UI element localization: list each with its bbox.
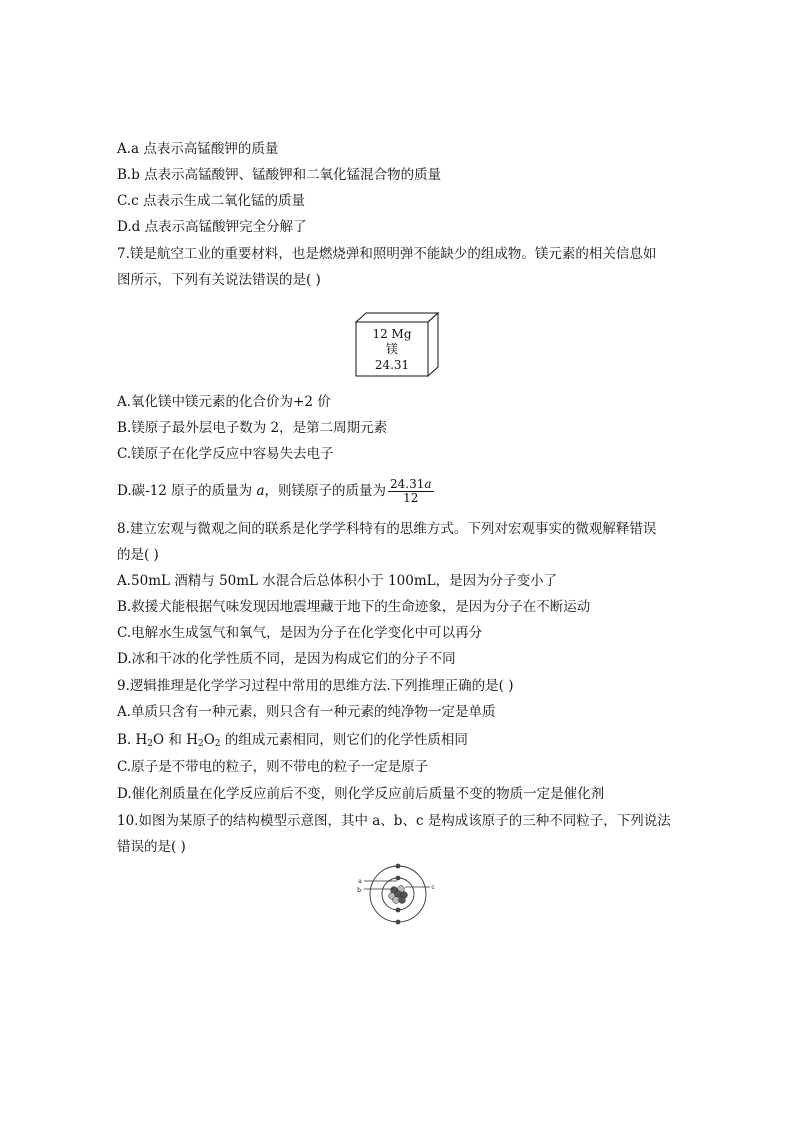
- formula-water: $H_2O$: [135, 732, 165, 749]
- q9-stem: 9.逻辑推理是化学学习过程中常用的思维方法.下列推理正确的是( ): [117, 678, 514, 694]
- electron: [396, 920, 401, 925]
- q7-option-d-mid: ，则镁原子的质量为: [264, 483, 387, 499]
- q8-option-d: D.冰和干冰的化学性质不同，是因为构成它们的分子不同: [117, 651, 456, 667]
- q8-option-c: C.电解水生成氢气和氧气，是因为分子在化学变化中可以再分: [117, 625, 483, 641]
- q6-option-b: B.b 点表示高锰酸钾、锰酸钾和二氧化锰混合物的质量: [117, 167, 442, 183]
- q9-option-c: C.原子是不带电的粒子，则不带电的粒子一定是原子: [117, 759, 429, 775]
- label-c: c: [431, 884, 435, 891]
- q10-stem-line1: 10.如图为某原子的结构模型示意图，其中 a、b、c 是构成该原子的三种不同粒子，下列说法: [117, 813, 671, 829]
- q7-option-c: C.镁原子在化学反应中容易失去电子: [117, 446, 334, 462]
- electron: [396, 908, 401, 913]
- electron: [396, 864, 401, 869]
- q9-option-d: D.催化剂质量在化学反应前后不变，则化学反应前后质量不变的物质一定是催化剂: [117, 786, 605, 802]
- label-a: a: [358, 878, 362, 885]
- q7-option-d: [117, 478, 677, 505]
- formula-hydrogen-peroxide: $H_2O_2$: [186, 732, 221, 749]
- label-b: b: [357, 887, 361, 894]
- q9-option-b: B. $H_2O$ 和 $H_2O_2$ 的组成元素相同，则它们的化学性质相同: [117, 732, 468, 749]
- nucleus: [389, 886, 408, 904]
- q8-option-a: A.50mL 酒精与 50mL 水混合后总体积小于 100mL，是因为分子变小了: [117, 573, 558, 589]
- q7-stem-line2: 图所示，下列有关说法错误的是( ): [117, 272, 321, 288]
- q7-option-d-prefix: D.碳-12 原子的质量为: [117, 483, 257, 499]
- q8-stem-line2: 的是( ): [117, 547, 159, 563]
- atom-structure-diagram: [350, 858, 446, 930]
- q8-stem-line1: 8.建立宏观与微观之间的联系是化学学科特有的思维方式。下列对宏观事实的微观解释错误: [117, 521, 657, 537]
- element-atomic-mass: 24.31: [374, 358, 410, 372]
- q8-option-b: B.救援犬能根据气味发现因地震埋藏于地下的生命迹象，是因为分子在不断运动: [117, 599, 591, 615]
- q7-option-d-var: a: [256, 483, 265, 499]
- q7-option-b: B.镁原子最外层电子数为 2，是第二周期元素: [117, 420, 388, 436]
- q7-stem-line1: 7.镁是航空工业的重要材料，也是燃烧弹和照明弹不能缺少的组成物。镁元素的相关信息如: [117, 246, 657, 262]
- fraction-denominator: 12: [403, 491, 419, 505]
- q7-option-a: A.氧化镁中镁元素的化合价为+2 价: [117, 394, 331, 410]
- q9-option-a: A.单质只含有一种元素，则只含有一种元素的纯净物一定是单质: [117, 704, 496, 720]
- q7-option-d-fraction: [388, 478, 434, 505]
- q6-option-d: D.d 点表示高锰酸钾完全分解了: [117, 219, 307, 235]
- element-name: 镁: [385, 342, 399, 356]
- q6-option-c: C.c 点表示生成二氧化锰的质量: [117, 193, 305, 209]
- element-number-symbol: 12 Mg: [372, 327, 412, 341]
- magnesium-element-card: [352, 310, 442, 380]
- electron: [396, 876, 401, 881]
- q6-option-a: A.a 点表示高锰酸钾的质量: [117, 141, 279, 157]
- fraction-numerator: 24.31a: [390, 477, 432, 491]
- q10-stem-line2: 错误的是( ): [117, 839, 186, 855]
